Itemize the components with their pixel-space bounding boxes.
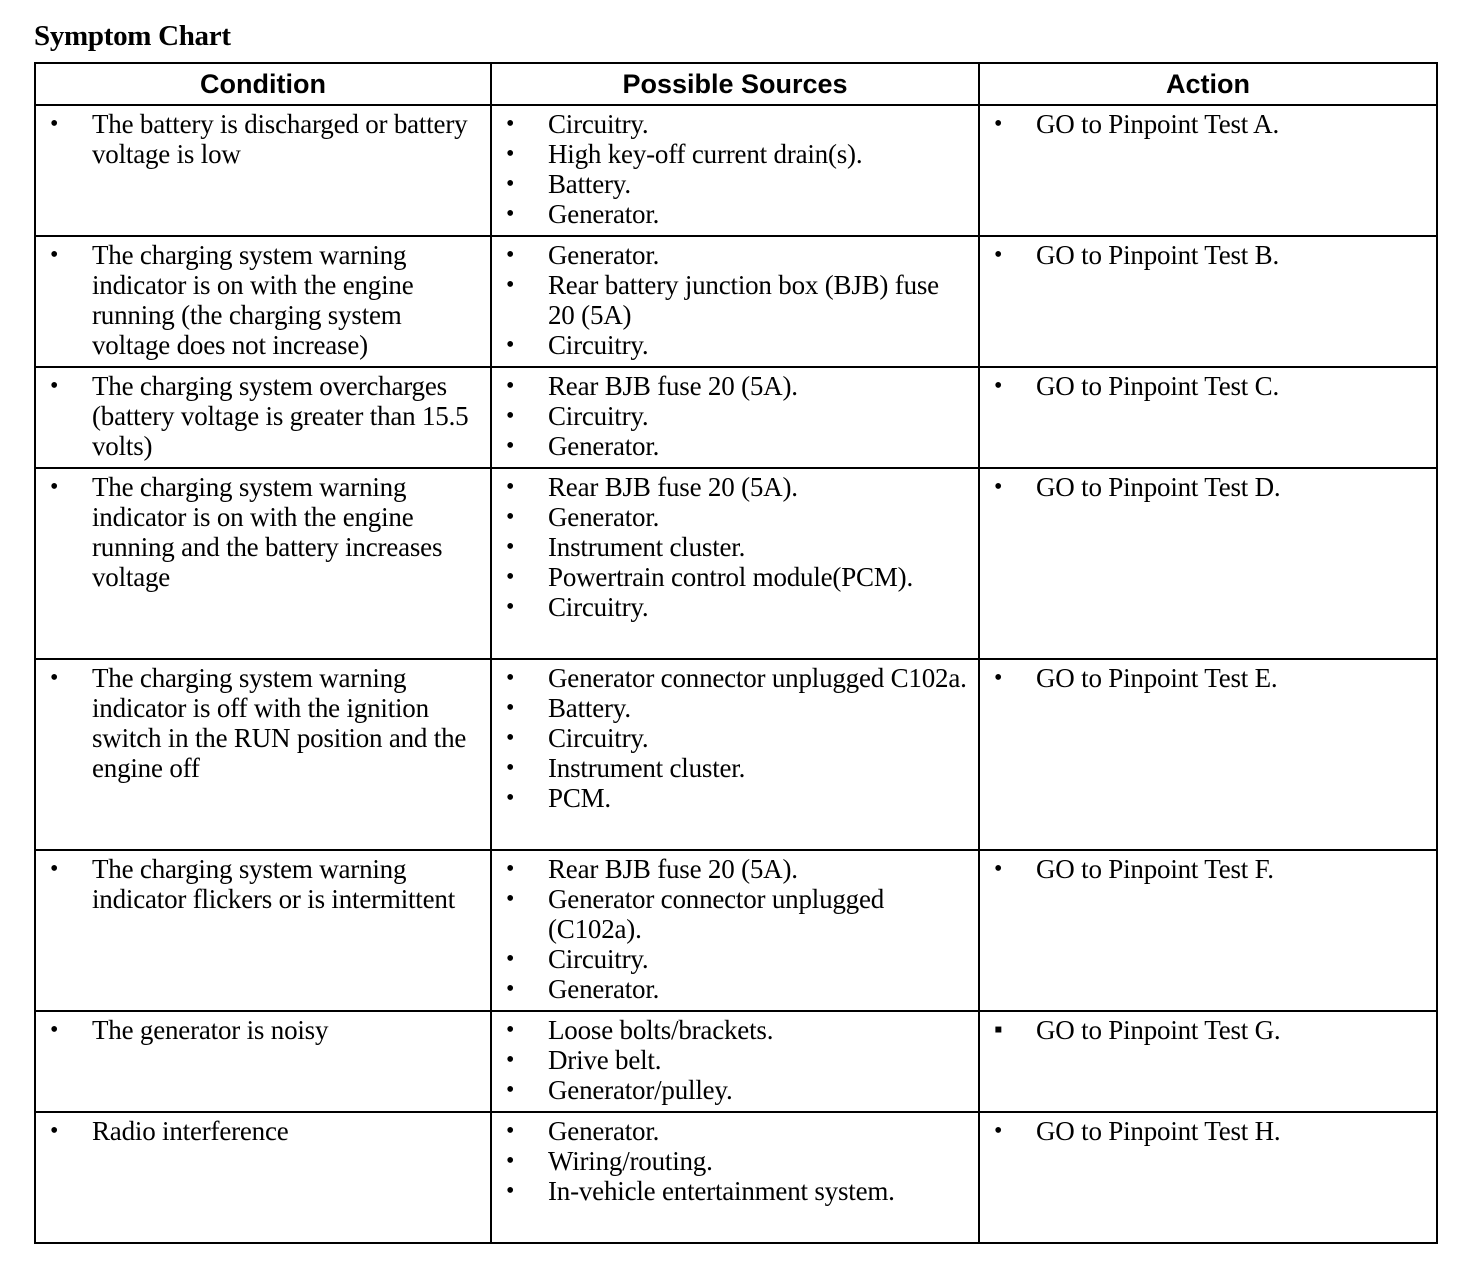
- source-item: • Generator connector unplugged C102a.: [492, 663, 972, 693]
- condition-text: • Radio interference: [36, 1116, 484, 1146]
- source-item: • Circuitry.: [492, 109, 972, 139]
- source-item: • Drive belt.: [492, 1045, 972, 1075]
- symptom-chart-table: [34, 62, 1438, 1244]
- source-item: • Rear battery junction box (BJB) fuse 20 (5A): [492, 270, 972, 330]
- condition-text: • The charging system warning indicator is off with the ignition switch in the RUN position and the engine off: [36, 663, 484, 783]
- action-cell: [979, 236, 1437, 367]
- condition-cell: [35, 236, 491, 367]
- source-item: • Instrument cluster.: [492, 532, 972, 562]
- action-text: • GO to Pinpoint Test E.: [980, 663, 1430, 693]
- condition-cell: [35, 659, 491, 850]
- source-item: • Circuitry.: [492, 330, 972, 360]
- table-row: [35, 236, 1437, 367]
- condition-text: • The battery is discharged or battery voltage is low: [36, 109, 484, 169]
- source-item: • Generator connector unplugged (C102a).: [492, 884, 972, 944]
- source-item: • Generator.: [492, 431, 972, 461]
- table-row: [35, 659, 1437, 850]
- source-item: • Circuitry.: [492, 723, 972, 753]
- action-cell: [979, 1011, 1437, 1112]
- source-item: • Battery.: [492, 693, 972, 723]
- source-item: • Instrument cluster.: [492, 753, 972, 783]
- source-item: • Circuitry.: [492, 592, 972, 622]
- sources-cell: [491, 659, 979, 850]
- source-item: • Generator.: [492, 1116, 972, 1146]
- header-condition: Condition: [35, 63, 491, 105]
- action-cell: [979, 850, 1437, 1011]
- action-text: ▪ GO to Pinpoint Test G.: [980, 1015, 1430, 1045]
- action-cell: [979, 659, 1437, 850]
- source-item: • Generator/pulley.: [492, 1075, 972, 1105]
- sources-cell: [491, 1011, 979, 1112]
- source-item: • Circuitry.: [492, 401, 972, 431]
- table-row: [35, 367, 1437, 468]
- condition-text: • The charging system overcharges (battery voltage is greater than 15.5 volts): [36, 371, 484, 461]
- condition-text: • The charging system warning indicator is on with the engine running (the charging system voltage does not increase): [36, 240, 484, 360]
- action-text: • GO to Pinpoint Test F.: [980, 854, 1430, 884]
- source-item: • Loose bolts/brackets.: [492, 1015, 972, 1045]
- sources-cell: [491, 1112, 979, 1243]
- source-item: • Generator.: [492, 240, 972, 270]
- condition-cell: [35, 105, 491, 236]
- source-item: • Rear BJB fuse 20 (5A).: [492, 854, 972, 884]
- condition-cell: [35, 850, 491, 1011]
- table-row: [35, 1011, 1437, 1112]
- table-row: [35, 1112, 1437, 1243]
- action-text: • GO to Pinpoint Test H.: [980, 1116, 1430, 1146]
- source-item: • Generator.: [492, 974, 972, 1004]
- action-cell: [979, 105, 1437, 236]
- table-row: [35, 105, 1437, 236]
- page-title: Symptom Chart: [34, 20, 231, 52]
- action-cell: [979, 1112, 1437, 1243]
- condition-text: • The charging system warning indicator flickers or is intermittent: [36, 854, 484, 914]
- action-cell: [979, 367, 1437, 468]
- condition-cell: [35, 468, 491, 659]
- source-item: • Generator.: [492, 199, 972, 229]
- table-header-row: [35, 63, 1437, 105]
- source-item: • Circuitry.: [492, 944, 972, 974]
- action-text: • GO to Pinpoint Test B.: [980, 240, 1430, 270]
- action-cell: [979, 468, 1437, 659]
- source-item: • PCM.: [492, 783, 972, 813]
- sources-cell: [491, 236, 979, 367]
- condition-cell: [35, 367, 491, 468]
- condition-text: • The charging system warning indicator is on with the engine running and the battery increases voltage: [36, 472, 484, 592]
- sources-cell: [491, 468, 979, 659]
- source-item: • Generator.: [492, 502, 972, 532]
- action-text: • GO to Pinpoint Test D.: [980, 472, 1430, 502]
- sources-cell: [491, 367, 979, 468]
- header-action: Action: [979, 63, 1437, 105]
- header-possible-sources: Possible Sources: [491, 63, 979, 105]
- source-item: • Rear BJB fuse 20 (5A).: [492, 371, 972, 401]
- source-item: • Wiring/routing.: [492, 1146, 972, 1176]
- condition-cell: [35, 1112, 491, 1243]
- table-row: [35, 850, 1437, 1011]
- source-item: • In-vehicle entertainment system.: [492, 1176, 972, 1206]
- condition-text: • The generator is noisy: [36, 1015, 484, 1045]
- table-row: [35, 468, 1437, 659]
- source-item: • Battery.: [492, 169, 972, 199]
- action-text: • GO to Pinpoint Test A.: [980, 109, 1430, 139]
- source-item: • Powertrain control module(PCM).: [492, 562, 972, 592]
- source-item: • High key-off current drain(s).: [492, 139, 972, 169]
- sources-cell: [491, 850, 979, 1011]
- sources-cell: [491, 105, 979, 236]
- condition-cell: [35, 1011, 491, 1112]
- action-text: • GO to Pinpoint Test C.: [980, 371, 1430, 401]
- source-item: • Rear BJB fuse 20 (5A).: [492, 472, 972, 502]
